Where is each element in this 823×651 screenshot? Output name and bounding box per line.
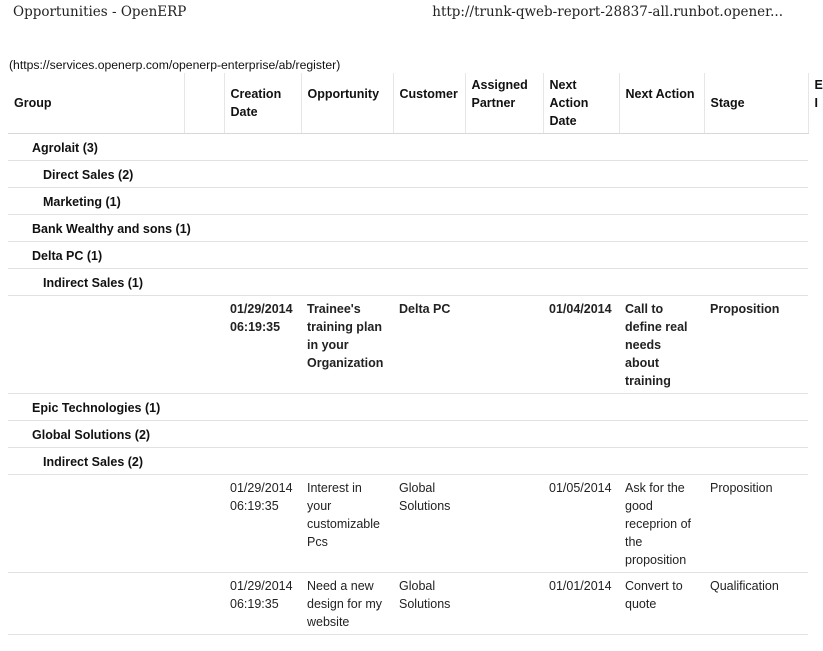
column-header-creation-date[interactable] [224, 73, 301, 134]
record-group-cell [8, 296, 184, 394]
column-header-customer-label: Customer [399, 87, 458, 101]
group-row[interactable] [8, 448, 808, 475]
record-customer: Global Solutions [393, 573, 465, 635]
table-row[interactable] [8, 573, 808, 635]
record-creation-date: 01/29/2014 06:19:35 [224, 573, 301, 635]
column-header-opportunity[interactable] [301, 73, 393, 134]
table-header-row [8, 73, 808, 134]
record-opportunity[interactable]: Trainee's training plan in your Organization [301, 296, 393, 394]
record-next-action: Convert to quote [619, 573, 704, 635]
table-row[interactable] [8, 296, 808, 394]
column-header-assigned-partner[interactable] [465, 73, 543, 134]
group-row[interactable] [8, 421, 808, 448]
group-bank-wealthy[interactable]: Bank Wealthy and sons (1) [8, 215, 808, 242]
group-epic-technologies[interactable]: Epic Technologies (1) [8, 394, 808, 421]
group-direct-sales[interactable]: Direct Sales (2) [8, 161, 808, 188]
column-header-next-action-label: Next Action [625, 87, 695, 101]
group-global-solutions[interactable]: Global Solutions (2) [8, 421, 808, 448]
group-row[interactable] [8, 188, 808, 215]
group-row[interactable] [8, 161, 808, 188]
record-group-cell [8, 573, 184, 635]
column-header-assigned-partner-label: Assigned Partner [471, 78, 528, 110]
column-header-creation-date-label: Creation Date [230, 87, 282, 119]
page-title: Opportunities - OpenERP [13, 4, 187, 20]
column-header-extra-label: E I [814, 78, 823, 110]
group-delta-pc[interactable]: Delta PC (1) [8, 242, 808, 269]
group-row[interactable] [8, 394, 808, 421]
record-customer: Global Solutions [393, 475, 465, 573]
group-marketing[interactable]: Marketing (1) [8, 188, 808, 215]
record-stage: Proposition [704, 296, 808, 394]
record-assigned-partner [465, 296, 543, 394]
record-assigned-partner [465, 573, 543, 635]
record-next-action: Ask for the good receprion of the proposition [619, 475, 704, 573]
group-row[interactable] [8, 269, 808, 296]
column-header-next-action-date[interactable] [543, 73, 619, 134]
record-stage: Proposition [704, 475, 808, 573]
record-creation-date: 01/29/2014 06:19:35 [224, 475, 301, 573]
record-next-action-date: 01/04/2014 [543, 296, 619, 394]
group-row[interactable] [8, 242, 808, 269]
group-row[interactable] [8, 134, 808, 161]
record-next-action-date: 01/05/2014 [543, 475, 619, 573]
table-row[interactable] [8, 475, 808, 573]
record-blank-cell [184, 573, 224, 635]
column-header-customer[interactable] [393, 73, 465, 134]
record-opportunity[interactable]: Interest in your customizable Pcs [301, 475, 393, 573]
record-opportunity[interactable]: Need a new design for my website [301, 573, 393, 635]
record-blank-cell [184, 475, 224, 573]
group-indirect-sales-delta[interactable]: Indirect Sales (1) [8, 269, 808, 296]
record-group-cell [8, 475, 184, 573]
group-agrolait[interactable]: Agrolait (3) [8, 134, 808, 161]
column-header-next-action-date-label: Next Action Date [549, 78, 589, 128]
record-creation-date: 01/29/2014 06:19:35 [224, 296, 301, 394]
record-next-action-date: 01/01/2014 [543, 573, 619, 635]
page-url: http://trunk-qweb-report-28837-all.runbot.opener... [432, 4, 783, 20]
group-indirect-sales-global[interactable]: Indirect Sales (2) [8, 448, 808, 475]
column-header-stage[interactable]: Stage [704, 73, 808, 134]
column-header-next-action[interactable] [619, 73, 704, 134]
register-url: (https://services.openerp.com/openerp-enterprise/ab/register) [9, 58, 341, 72]
group-row[interactable] [8, 215, 808, 242]
record-next-action: Call to define real needs about training [619, 296, 704, 394]
column-header-blank [184, 73, 224, 134]
record-customer: Delta PC [393, 296, 465, 394]
record-blank-cell [184, 296, 224, 394]
opportunities-table [8, 73, 823, 635]
record-assigned-partner [465, 475, 543, 573]
column-header-opportunity-label: Opportunity [307, 87, 380, 101]
record-stage: Qualification [704, 573, 808, 635]
column-header-group[interactable]: Group [8, 73, 184, 134]
